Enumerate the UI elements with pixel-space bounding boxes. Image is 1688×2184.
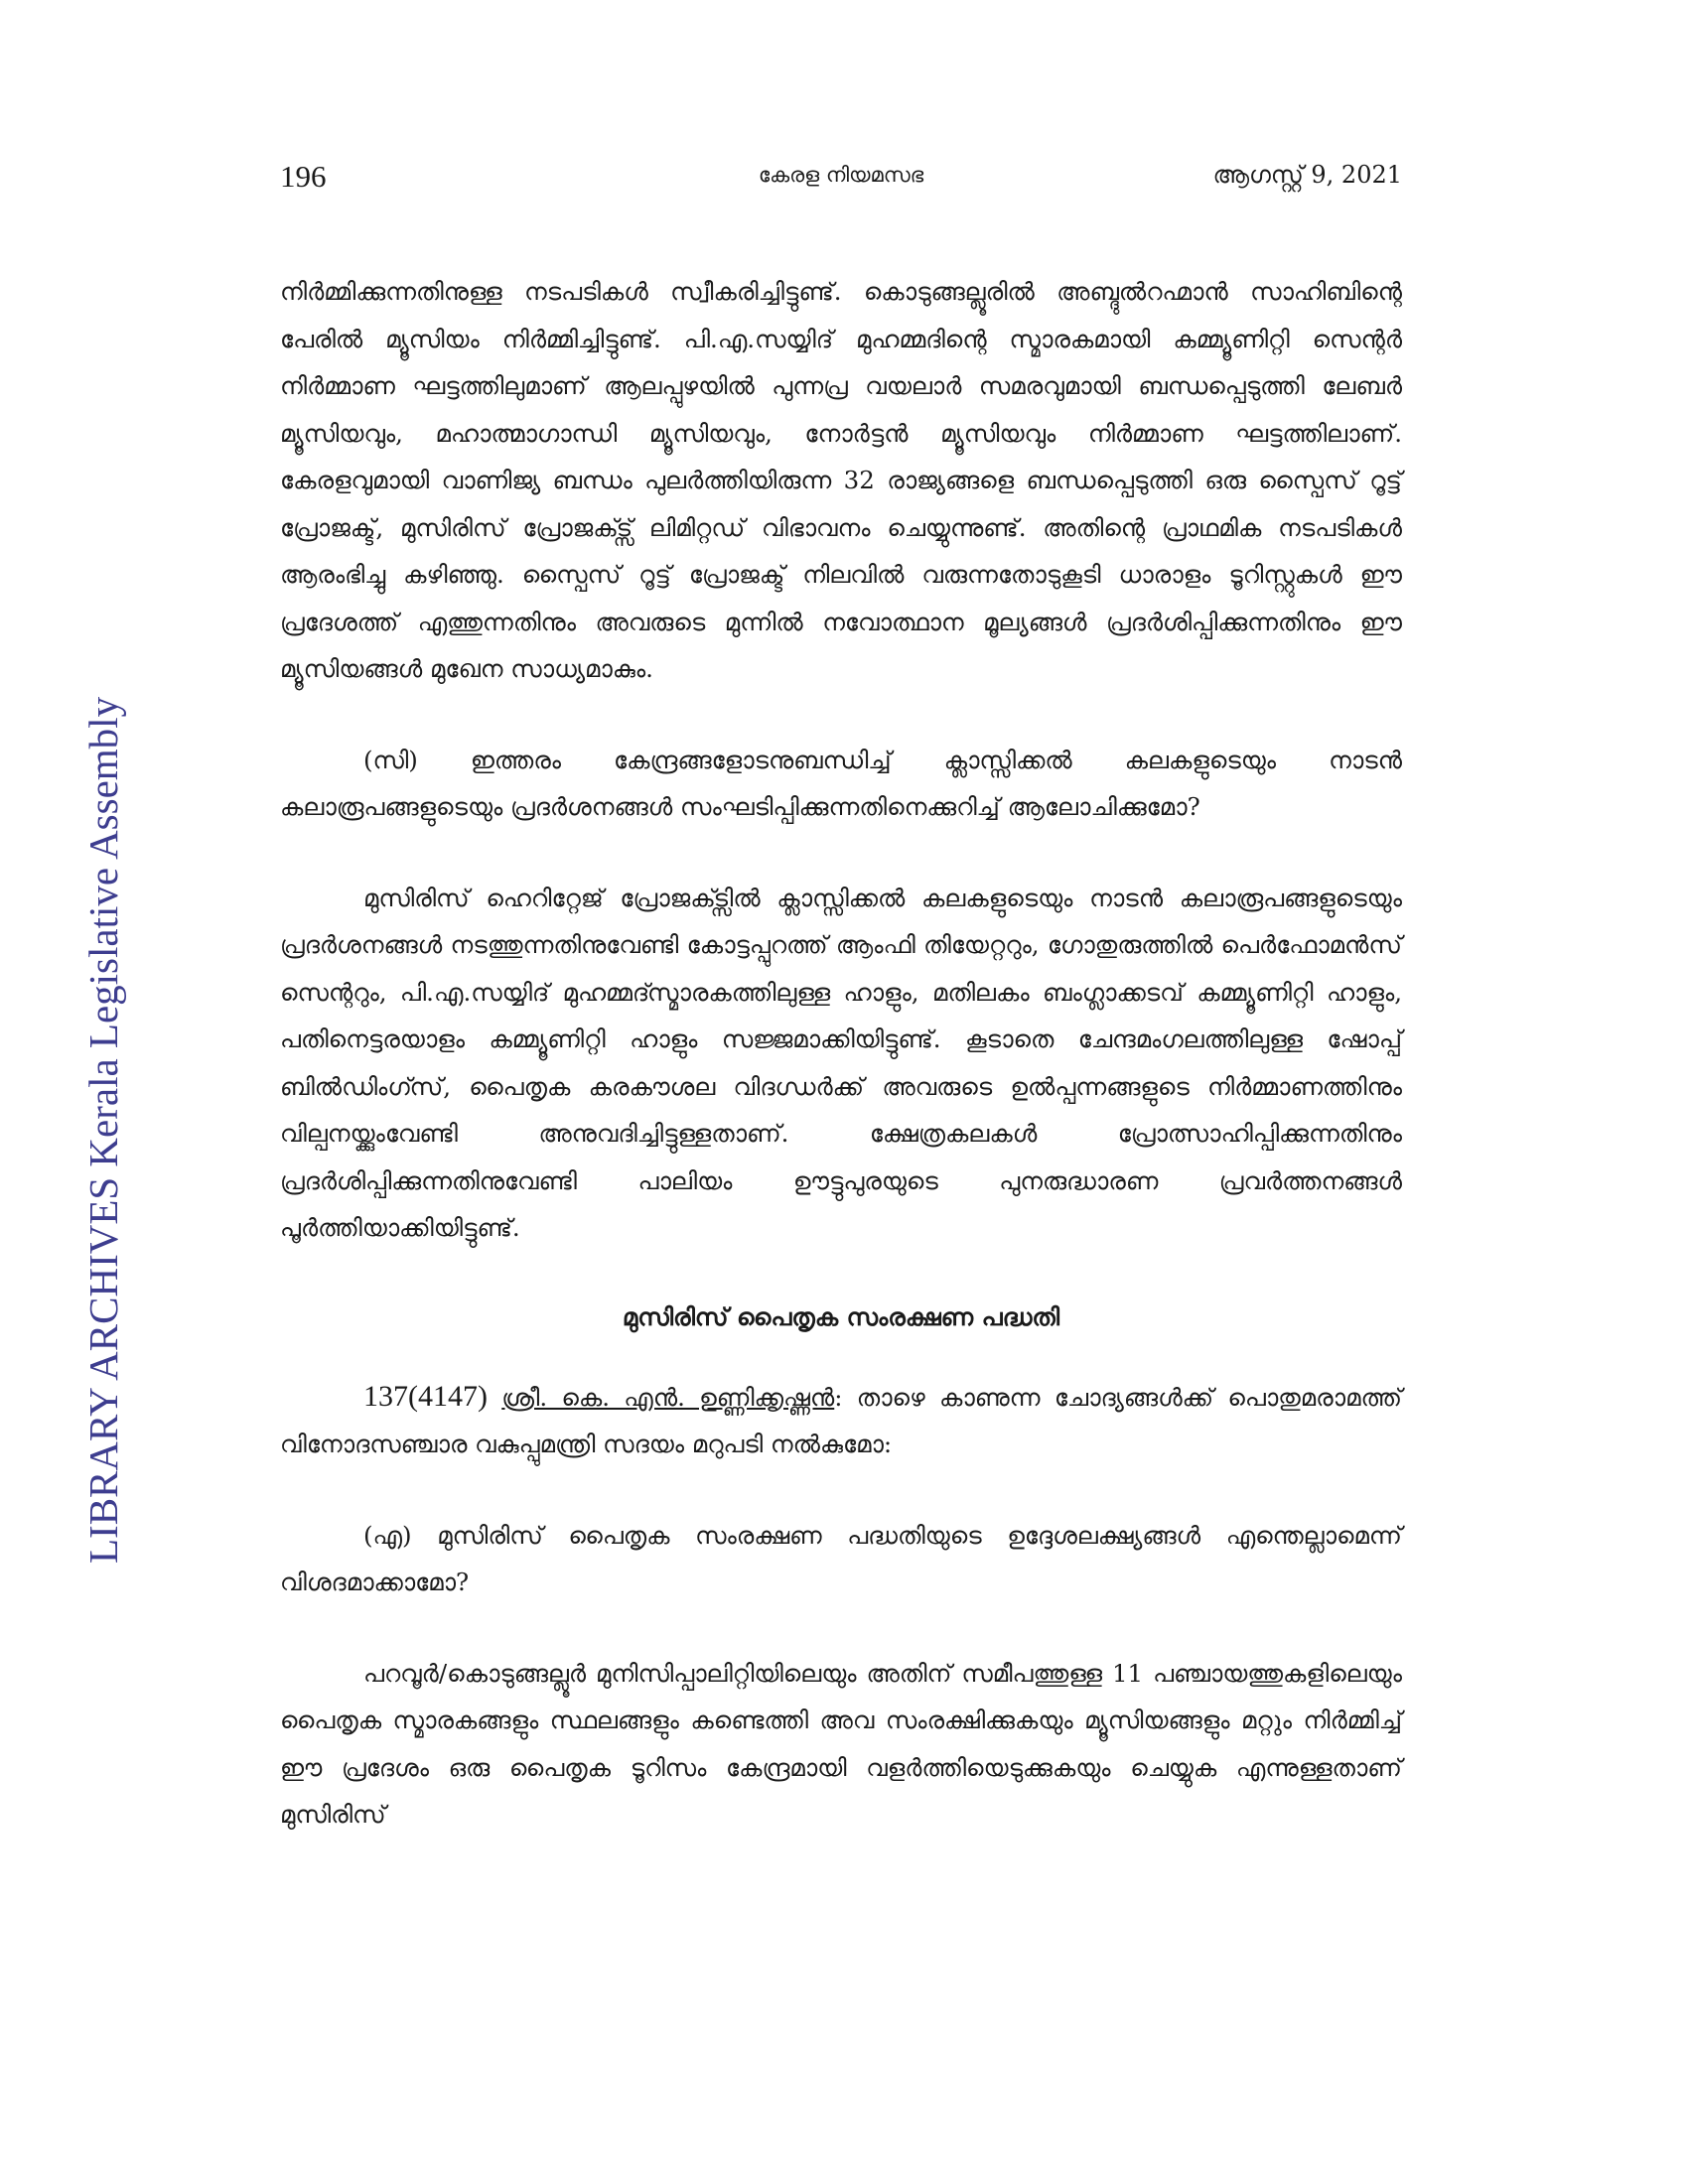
answer-paragraph-continued: നിർമ്മിക്കുന്നതിനുള്ള നടപടികൾ സ്വീകരിച്ചിട്ടുണ്ട്. കൊടുങ്ങല്ലൂരിൽ അബ്ദുൽറഹ്മാൻ സാഹിബിന്റെ പേരിൽ മ്യൂസിയം നിർമ്മിച്ചിട്ടുണ്ട്. പി.എ.സയ്യിദ് മുഹമ്മദിന്റെ സ്മാരകമായി കമ്മ്യൂണിറ്റി സെന്റർ നിർമ്മാണ ഘട്ടത്തിലുമാണ് ആലപ്പുഴയിൽ പുന്നപ്ര വയലാർ സമരവുമായി ബന്ധപ്പെടുത്തി ലേബർ മ്യൂസിയവും, മഹാത്മാഗാന്ധി മ്യൂസിയവും, നോർട്ടൻ മ്യൂസിയവും നിർമ്മാണ ഘട്ടത്തിലാണ്. കേരളവുമായി വാണിജ്യ ബന്ധം പുലർത്തിയിരുന്ന 32 രാജ്യങ്ങളെ ബന്ധപ്പെടുത്തി ഒരു സ്പൈസ് റൂട്ട് പ്രോജക്ട്, മുസിരിസ് പ്രോജക്ട്സ് ലിമിറ്റഡ് വിഭാവനം ചെയ്യുന്നുണ്ട്. അതിന്റെ പ്രാഥമിക നടപടികൾ ആരംഭിച്ചു കഴിഞ്ഞു. സ്പൈസ് റൂട്ട് പ്രോജക്ട് നിലവിൽ വരുന്നതോടുകൂടി ധാരാളം ടൂറിസ്റ്റുകൾ ഈ പ്രദേശത്ത് എത്തുന്നതിനും അവരുടെ മുന്നിൽ നവോത്ഥാന മൂല്യങ്ങൾ പ്രദർശിപ്പിക്കുന്നതിനും ഈ മ്യൂസിയങ്ങൾ മുഖേന സാധ്യമാകും. — [280, 277, 1402, 683]
header-date: ആഗസ്റ്റ് 9, 2021 — [1212, 161, 1402, 189]
answer-c-paragraph: മുസിരിസ് ഹെറിറ്റേജ് പ്രോജക്ട്സിൽ ക്ലാസ്സിക്കൽ കലകളുടെയും നാടൻ കലാരൂപങ്ങളുടെയും പ്രദർശനങ്ങൾ നടത്തുന്നതിനുവേണ്ടി കോട്ടപ്പുറത്ത് ആംഫി തിയേറ്ററും, ഗോതുരുത്തിൽ പെർഫോമൻസ് സെന്ററും, പി.എ.സയ്യിദ് മുഹമ്മദ്സ്മാരകത്തിലുള്ള ഹാളും, മതിലകം ബംഗ്ലാക്കടവ് കമ്മ്യൂണിറ്റി ഹാളും, പതിനെട്ടരയാളം കമ്മ്യൂണിറ്റി ഹാളും സജ്ജമാക്കിയിട്ടുണ്ട്. കൂടാതെ ചേന്ദമംഗലത്തിലുള്ള ഷോപ്പ് ബിൽഡിംഗ്സ്, പൈതൃക കരകൗശല വിദഗ്ധർക്ക് അവരുടെ ഉൽപ്പന്നങ്ങളുടെ നിർമ്മാണത്തിനും വില്പനയ്ക്കുംവേണ്ടി അനുവദിച്ചിട്ടുള്ളതാണ്. ക്ഷേത്രകലകൾ പ്രോത്സാഹിപ്പിക്കുന്നതിനും പ്രദർശിപ്പിക്കുന്നതിനുവേണ്ടി പാലിയം ഊട്ടുപുരയുടെ പുനരുദ്ധാരണ പ്രവർത്തനങ്ങൾ പൂർത്തിയാക്കിയിട്ടുണ്ട്. — [280, 883, 1402, 1242]
answer-a-paragraph: പറവൂർ/കൊടുങ്ങല്ലൂർ മുനിസിപ്പാലിറ്റിയിലെയും അതിന് സമീപത്തുള്ള 11 പഞ്ചായത്തുകളിലെയും പൈതൃക സ്മാരകങ്ങളും സ്ഥലങ്ങളും കണ്ടെത്തി അവ സംരക്ഷിക്കുകയും മ്യൂസിയങ്ങളും മറ്റും നിർമ്മിച്ച് ഈ പ്രദേശം ഒരു പൈതൃക ടൂറിസം കേന്ദ്രമായി വളർത്തിയെടുക്കുകയും ചെയ്യുക എന്നുള്ളതാണ് മുസിരിസ് — [280, 1658, 1402, 1829]
page-header — [280, 159, 1402, 208]
question-a-paragraph: (എ) മുസിരിസ് പൈതൃക സംരക്ഷണ പദ്ധതിയുടെ ഉദ്ദേശലക്ഷ്യങ്ങൾ എന്തെല്ലാമെന്ന് വിശദമാക്കാമോ? — [280, 1520, 1402, 1596]
document-body — [280, 268, 1402, 1882]
page-number: 196 — [280, 159, 327, 194]
archive-watermark: LIBRARY ARCHIVES Kerala Legislative Assembly — [80, 696, 126, 1564]
question-member-name: ശ്രീ. കെ. എൻ. ഉണ്ണിക്കൃഷ്ണൻ — [501, 1382, 835, 1412]
question-intro-text: : താഴെ കാണുന്ന ചോദ്യങ്ങൾക്ക് പൊതുമരാമത്ത് വിനോദസഞ്ചാര വകുപ്പുമന്ത്രി സദയം മറുപടി നൽകുമോ: — [280, 1382, 1402, 1458]
question-intro-paragraph — [280, 1373, 1402, 1468]
question-number: 137(4147) — [363, 1379, 488, 1413]
question-c-paragraph: (സി) ഇത്തരം കേന്ദ്രങ്ങളോടനുബന്ധിച്ച് ക്ലാസ്സിക്കൽ കലകളുടെയും നാടൻ കലാരൂപങ്ങളുടെയും പ്രദർശനങ്ങൾ സംഘടിപ്പിക്കുന്നതിനെക്കുറിച്ച് ആലോചിക്കുമോ? — [280, 745, 1402, 821]
header-title: കേരള നിയമസഭ — [758, 163, 924, 187]
section-heading: മുസിരിസ് പൈതൃക സംരക്ഷണ പദ്ധതി — [622, 1301, 1060, 1331]
